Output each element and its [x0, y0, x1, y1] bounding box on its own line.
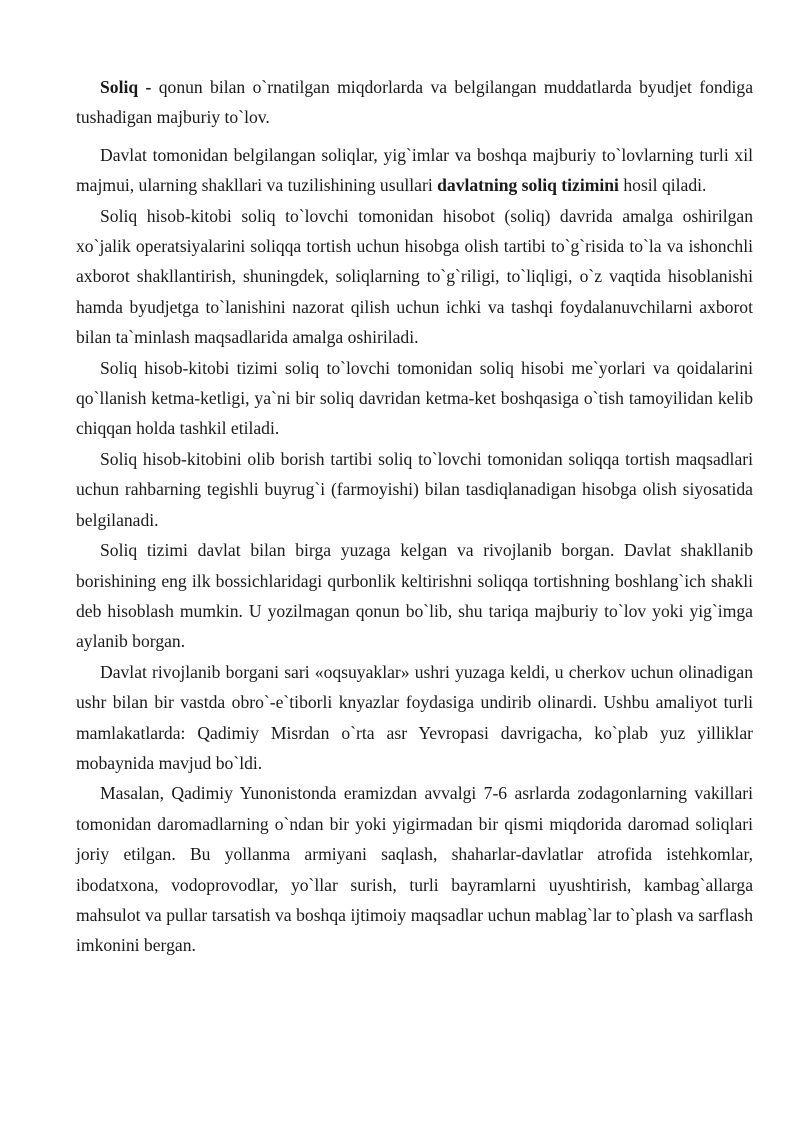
paragraph-text: Soliq hisob-kitobi soliq to`lovchi tomonidan hisobot (soliq) davrida amalga oshirilgan xo`jalik operatsiyalarini soliqqa tortish uchun hisobga olish tartibi to`g`risida to`la va ishonchli axborot shakllantirish, shuningdek, soliqlarning to`g`riligi, to`liqligi, o`z vaqtida hisoblanishi hamda byudjetga to`lanishini nazorat qilish uchun ichki va tashqi foydalanuvchilarni axborot bilan ta`minlash maqsadlarida amalga oshiriladi. [76, 205, 753, 348]
paragraph-qadimiy-yunoniston [76, 778, 753, 960]
paragraph-text: Masalan, Qadimiy Yunonistonda eramizdan avvalgi 7-6 asrlarda zodagonlarning vakillari tomonidan daromadlarning o`ndan bir yoki yigirmadan bir qismi miqdorida daromad soliqlari joriy etilgan. Bu yollanma armiyani saqlash, shaharlar-davlatlar atrofida istehkomlar, ibodatxona, vodoprovodlar, yo`llar surish, turli bayramlarni uyushtirish, kambag`allarga mahsulot va pullar tarsatish va boshqa ijtimoiy maqsadlar uchun mablag`lar to`plash va sarflash imkonini bergan. [76, 783, 753, 956]
paragraph-soliq-tizimi [76, 140, 753, 201]
paragraph-text: Soliq hisob-kitobini olib borish tartibi soliq to`lovchi tomonidan soliqqa tortish maqsadlari uchun rahbarning tegishli buyrug`i (farmoyishi) bilan tasdiqlanadigan hisobga olish siyosatida belgilanadi. [76, 448, 753, 530]
paragraph-soliq-definition [76, 72, 753, 133]
paragraph-text: Davlat tomonidan belgilangan soliqlar, yig`imlar va boshqa majburiy to`lovlarning turli xil majmui, ularning shakllari va tuzilishining usullari [76, 144, 753, 196]
paragraph-hisob-kitobi-tizimi [76, 353, 753, 444]
paragraph-text: hosil qiladi. [618, 175, 707, 196]
paragraph-hisob-kitobini-olib-borish [76, 444, 753, 535]
paragraph-soliq-tizimi-tarixi [76, 535, 753, 657]
definition-text: qonun bilan o`rnatilgan miqdorlarda va belgilangan muddatlarda byudjet fondiga tushadigan majburiy to`lov. [76, 77, 753, 128]
document-page [76, 72, 753, 961]
paragraph-text: Davlat rivojlanib borgani sari «oqsuyaklar» ushri yuzaga keldi, u cherkov uchun olinadigan ushr bilan bir vastda obro`-e`tiborli knyazlar foydasiga undirib olinardi. Ushbu amaliyot turli mamlakatlarda: Qadimiy Misrdan o`rta asr Yevropasi davrigacha, ko`plab yuz yilliklar mobaynida mavjud bo`ldi. [76, 661, 753, 773]
term-soliq: Soliq [100, 77, 139, 97]
term-davlatning-soliq-tizimi: davlatning soliq tizimini [437, 175, 619, 196]
paragraph-text: Soliq tizimi davlat bilan birga yuzaga kelgan va rivojlanib borgan. Davlat shakllanib borishining eng ilk bossichlaridagi qurbonlik keltirishni soliqqa tortishning boshlang`ich shakli deb hisoblash mumkin. U yozilmagan qonun bo`lib, shu tariqa majburiy to`lov yoki yig`imga aylanib borgan. [76, 540, 753, 652]
paragraph-hisob-kitobi [76, 201, 753, 353]
paragraph-ushr [76, 657, 753, 779]
paragraph-text: Soliq hisob-kitobi tizimi soliq to`lovchi tomonidan soliq hisobi me`yorlari va qoidalarini qo`llanish ketma-ketligi, ya`ni bir soliq davridan ketma-ket boshqasiga o`tish tamoyilidan kelib chiqqan holda tashkil etiladi. [76, 357, 753, 439]
term-dash: - [138, 77, 159, 97]
